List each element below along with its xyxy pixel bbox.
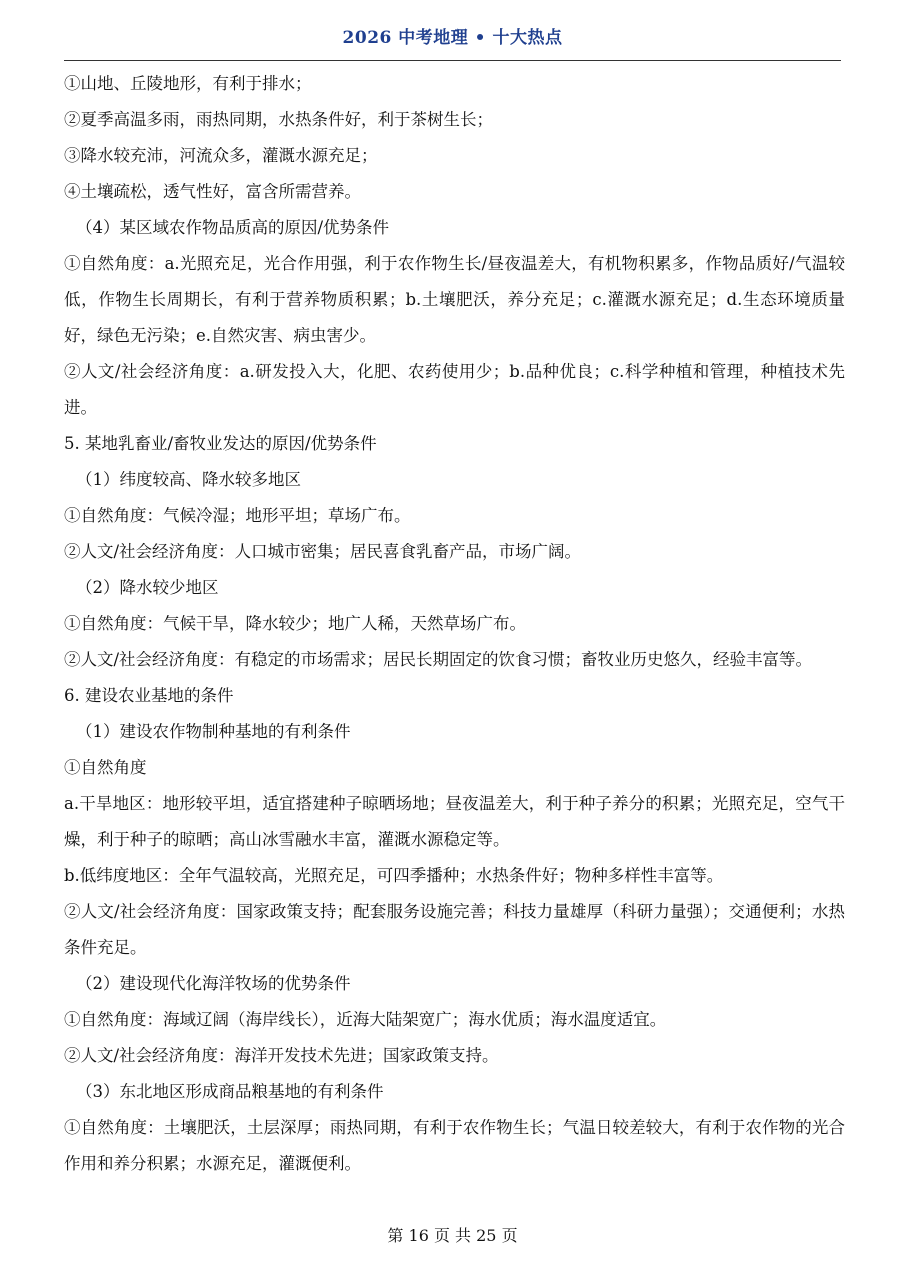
document-title: 2026 中考地理 • 十大热点: [342, 28, 563, 48]
subsection-heading: （3）东北地区形成商品粮基地的有利条件: [76, 1082, 384, 1101]
paragraph: ②人文/社会经济角度：a.研发投入大，化肥、农药使用少；b.品种优良；c.科学种植和管理，种植技术先进。: [64, 362, 845, 417]
page-number: 第 16 页 共 25 页: [387, 1226, 518, 1245]
section-heading: 6. 建设农业基地的条件: [64, 686, 234, 705]
paragraph: ②人文/社会经济角度：国家政策支持；配套服务设施完善；科技力量雄厚（科研力量强）；交通便利；水热条件充足。: [64, 902, 845, 957]
paragraph: ③降水较充沛，河流众多，灌溉水源充足；: [64, 146, 378, 165]
page-footer: [0, 1224, 905, 1248]
paragraph: ②人文/社会经济角度：有稳定的市场需求；居民长期固定的饮食习惯；畜牧业历史悠久，经验丰富等。: [64, 650, 813, 669]
paragraph: ④土壤疏松，透气性好，富含所需营养。: [64, 182, 361, 201]
section-heading: 5. 某地乳畜业/畜牧业发达的原因/优势条件: [64, 434, 377, 453]
paragraph: ②夏季高温多雨，雨热同期，水热条件好，利于茶树生长；: [64, 110, 493, 129]
paragraph: ②人文/社会经济角度：海洋开发技术先进；国家政策支持。: [64, 1046, 499, 1065]
paragraph: ①自然角度：气候干旱，降水较少；地广人稀，天然草场广布。: [64, 614, 526, 633]
paragraph: ①山地、丘陵地形，有利于排水；: [64, 74, 312, 93]
paragraph: ②人文/社会经济角度：人口城市密集；居民喜食乳畜产品，市场广阔。: [64, 542, 582, 561]
subsection-heading: （4）某区域农作物品质高的原因/优势条件: [76, 218, 390, 237]
paragraph: a.干旱地区：地形较平坦，适宜搭建种子晾晒场地；昼夜温差大，利于种子养分的积累；光照充足，空气干燥，利于种子的晾晒；高山冰雪融水丰富，灌溉水源稳定等。: [64, 794, 845, 849]
subsection-heading: （1）纬度较高、降水较多地区: [76, 470, 301, 489]
subsection-heading: （1）建设农作物制种基地的有利条件: [76, 722, 351, 741]
paragraph: ①自然角度：土壤肥沃，土层深厚；雨热同期，有利于农作物生长；气温日较差较大，有利于农作物的光合作用和养分积累；水源充足，灌溉便利。: [64, 1118, 845, 1173]
subsection-heading: （2）降水较少地区: [76, 578, 219, 597]
paragraph: ①自然角度：海域辽阔（海岸线长），近海大陆架宽广；海水优质；海水温度适宜。: [64, 1010, 667, 1029]
paragraph: ①自然角度：a.光照充足，光合作用强，利于农作物生长/昼夜温差大，有机物积累多，作物品质好/气温较低，作物生长周期长，有利于营养物质积累；b.土壤肥沃，养分充足；c.灌溉水源充足；d.生态环境质量好，绿色无污染；e.自然灾害、病虫害少。: [64, 254, 845, 345]
page-header: [64, 24, 841, 61]
paragraph: b.低纬度地区：全年气温较高，光照充足，可四季播种；水热条件好；物种多样性丰富等。: [64, 866, 724, 885]
subsection-heading: （2）建设现代化海洋牧场的优势条件: [76, 974, 351, 993]
paragraph: ①自然角度: [64, 758, 147, 777]
paragraph: ①自然角度：气候冷湿；地形平坦；草场广布。: [64, 506, 411, 525]
document-body: [64, 66, 845, 1182]
